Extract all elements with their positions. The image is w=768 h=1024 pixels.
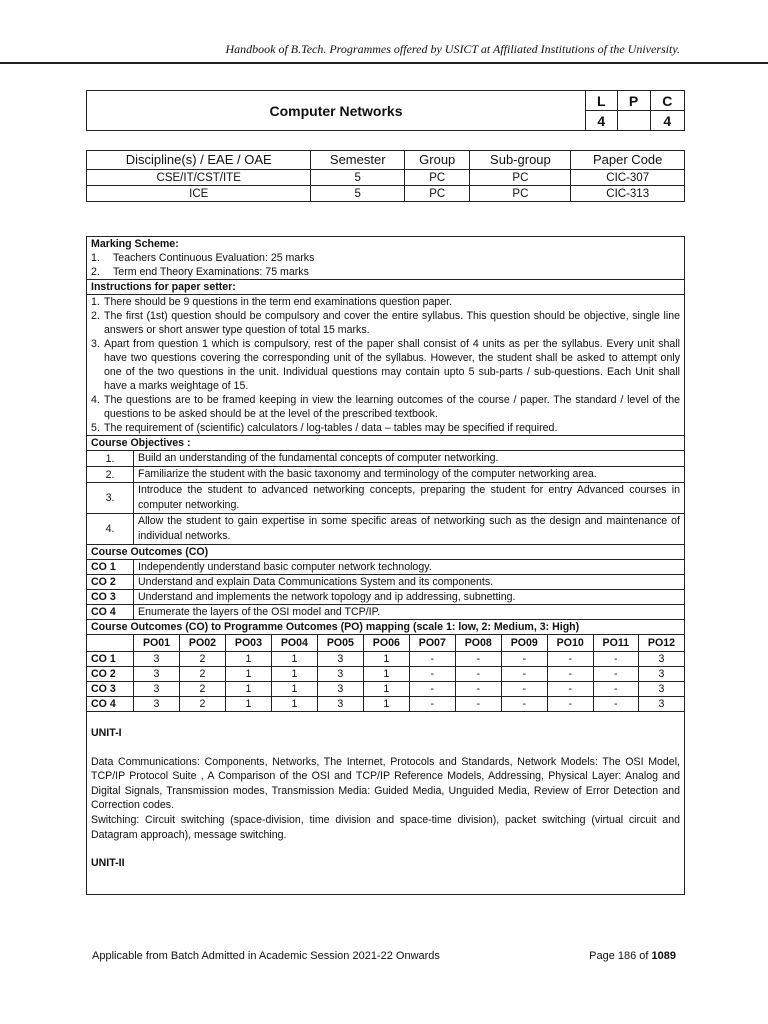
offering-row	[87, 170, 685, 186]
outcome-text: Understand and implements the network topology and ip addressing, subnetting.	[134, 590, 685, 605]
item-text: The first (1st) question should be compulsory and cover the entire syllabus. This question should be objective, single line answers or short answer type question of total 15 marks.	[104, 310, 680, 336]
mapping-heading	[87, 620, 685, 635]
mapping-cell: -	[593, 682, 638, 697]
mapping-cell: CO 4	[87, 697, 134, 712]
offering-cell: CIC-313	[571, 186, 685, 202]
outcome-row	[87, 560, 685, 575]
mapping-cell: 3	[317, 682, 363, 697]
marking-scheme	[87, 237, 685, 280]
po-header: PO07	[409, 635, 455, 652]
po-header: PO01	[134, 635, 180, 652]
outcome-code: CO 2	[87, 575, 134, 590]
outcome-row	[87, 590, 685, 605]
po-header: PO11	[593, 635, 638, 652]
instructions-list	[87, 295, 685, 436]
objective-text: Introduce the student to advanced networking concepts, preparing the student for entry Advanced courses in computer networking.	[134, 483, 685, 514]
mapping-cell: 1	[271, 697, 317, 712]
offering-cell: CSE/IT/CST/ITE	[87, 170, 311, 186]
mapping-cell: -	[455, 667, 501, 682]
objective-text: Familiarize the student with the basic taxonomy and terminology of the computer networking area.	[134, 467, 685, 483]
practical-value	[617, 111, 650, 131]
instructions-title: Instructions for paper setter:	[91, 281, 236, 293]
mapping-cell: 3	[317, 652, 363, 667]
mapping-cell: 1	[271, 652, 317, 667]
outcome-code: CO 4	[87, 605, 134, 620]
item-text: The questions are to be framed keeping in view the learning outcomes of the course / paper. The standard / level of the questions to be asked should be at the level of the prescribed textbook.	[104, 394, 680, 420]
offering-cell: CIC-307	[571, 170, 685, 186]
po-header: PO02	[179, 635, 225, 652]
course-title: Computer Networks	[87, 91, 586, 131]
outcome-text: Enumerate the layers of the OSI model and TCP/IP.	[134, 605, 685, 620]
page-prefix: Page 186 of	[589, 950, 652, 962]
mapping-cell: 2	[179, 697, 225, 712]
offering-header: Group	[405, 151, 470, 170]
mapping-cell: CO 1	[87, 652, 134, 667]
item-text: There should be 9 questions in the term end examinations question paper.	[104, 296, 453, 308]
mapping-cell: -	[547, 667, 593, 682]
unit-2-title: UNIT-II	[91, 857, 125, 870]
item-number: 4.	[91, 394, 100, 406]
mapping-cell: -	[501, 682, 547, 697]
offering-header: Semester	[311, 151, 405, 170]
mapping-row	[87, 697, 685, 712]
offering-cell: PC	[470, 186, 571, 202]
objectives-heading	[87, 436, 685, 451]
mapping-cell: -	[455, 682, 501, 697]
list-item	[91, 337, 680, 393]
mapping-cell: -	[501, 667, 547, 682]
mapping-cell: -	[455, 652, 501, 667]
header-rule	[0, 62, 768, 64]
page-number	[589, 950, 676, 962]
offering-cell: 5	[311, 186, 405, 202]
objective-number: 4.	[87, 514, 134, 545]
offering-cell: PC	[470, 170, 571, 186]
course-title-table	[86, 90, 685, 131]
footer	[92, 950, 676, 962]
syllabus-table	[86, 236, 685, 895]
mapping-cell: 3	[317, 667, 363, 682]
po-header: PO06	[363, 635, 409, 652]
units-section	[87, 712, 685, 895]
instructions-heading	[87, 280, 685, 295]
credits-header: C	[650, 91, 684, 111]
po-header: PO09	[501, 635, 547, 652]
outcome-text: Understand and explain Data Communications System and its components.	[134, 575, 685, 590]
item-number: 3.	[91, 338, 100, 350]
po-header	[87, 635, 134, 652]
mapping-cell: -	[409, 652, 455, 667]
mapping-cell: 2	[179, 682, 225, 697]
offering-cell: ICE	[87, 186, 311, 202]
mapping-cell: 1	[225, 697, 271, 712]
mapping-cell: -	[593, 652, 638, 667]
objective-row	[87, 514, 685, 545]
mapping-cell: 3	[638, 697, 684, 712]
objectives-title: Course Objectives :	[91, 437, 191, 449]
list-item	[91, 421, 680, 435]
offering-cell: PC	[405, 186, 470, 202]
objective-row	[87, 467, 685, 483]
mapping-cell: 3	[317, 697, 363, 712]
item-number: 5.	[91, 422, 100, 434]
item-number: 1.	[91, 296, 100, 308]
list-item	[91, 309, 680, 337]
mapping-cell: 1	[363, 667, 409, 682]
offering-row	[87, 186, 685, 202]
objective-number: 3.	[87, 483, 134, 514]
po-header: PO10	[547, 635, 593, 652]
po-header: PO04	[271, 635, 317, 652]
offering-header: Sub-group	[470, 151, 571, 170]
unit-1-switching: Switching: Circuit switching (space-division, time division and space-time division), packet switching (virtual circuit and Datagram approach), message switching.	[91, 813, 680, 841]
po-header: PO05	[317, 635, 363, 652]
mapping-row	[87, 652, 685, 667]
mapping-cell: 1	[225, 652, 271, 667]
mapping-cell: -	[593, 667, 638, 682]
running-header: Handbook of B.Tech. Programmes offered by USICT at Affiliated Institutions of the University.	[225, 42, 680, 56]
item-number: 2.	[91, 266, 100, 278]
outcome-text: Independently understand basic computer network technology.	[134, 560, 685, 575]
offering-table	[86, 150, 685, 202]
mapping-title: Course Outcomes (CO) to Programme Outcomes (PO) mapping (scale 1: low, 2: Medium, 3: High)	[91, 621, 580, 633]
list-item	[91, 295, 680, 309]
item-text: The requirement of (scientific) calculators / log-tables / data – tables may be specified if required.	[104, 422, 558, 434]
page-total: 1089	[651, 950, 676, 962]
outcome-code: CO 3	[87, 590, 134, 605]
mapping-cell: 1	[271, 667, 317, 682]
mapping-cell: 3	[638, 682, 684, 697]
mapping-cell: -	[409, 697, 455, 712]
marking-title: Marking Scheme:	[91, 238, 179, 250]
outcomes-heading	[87, 545, 685, 560]
offering-cell: 5	[311, 170, 405, 186]
mapping-cell: 3	[134, 667, 180, 682]
mapping-cell: -	[409, 667, 455, 682]
mapping-cell: -	[593, 697, 638, 712]
footer-applicability: Applicable from Batch Admitted in Academic Session 2021-22 Onwards	[92, 950, 440, 962]
mapping-cell: 3	[134, 682, 180, 697]
mapping-cell: 3	[638, 652, 684, 667]
po-header: PO03	[225, 635, 271, 652]
outcome-row	[87, 605, 685, 620]
mapping-cell: 1	[363, 682, 409, 697]
mapping-cell: -	[547, 697, 593, 712]
objective-row	[87, 483, 685, 514]
mapping-cell: CO 2	[87, 667, 134, 682]
mapping-row	[87, 667, 685, 682]
offering-header: Paper Code	[571, 151, 685, 170]
objective-number: 1.	[87, 451, 134, 467]
objective-number: 2.	[87, 467, 134, 483]
outcomes-title: Course Outcomes (CO)	[91, 546, 209, 558]
list-item	[91, 265, 680, 279]
item-text: Term end Theory Examinations: 75 marks	[113, 266, 309, 278]
mapping-cell: 1	[363, 697, 409, 712]
objective-row	[87, 451, 685, 467]
item-text: Teachers Continuous Evaluation: 25 marks	[113, 252, 315, 264]
credits-value: 4	[650, 111, 684, 131]
mapping-cell: -	[455, 697, 501, 712]
offering-cell: PC	[405, 170, 470, 186]
lecture-header: L	[586, 91, 618, 111]
mapping-cell: 1	[363, 652, 409, 667]
outcome-code: CO 1	[87, 560, 134, 575]
mapping-cell: 1	[225, 667, 271, 682]
practical-header: P	[617, 91, 650, 111]
mapping-cell: -	[501, 697, 547, 712]
offering-header: Discipline(s) / EAE / OAE	[87, 151, 311, 170]
item-text: Apart from question 1 which is compulsory, rest of the paper shall consist of 4 units as per the syllabus. Every unit shall have two questions covering the corresponding unit of the syllabus. However, the student shall be asked to attempt only one of the two questions in the unit. Individual questions may contain upto 5 sub-parts / sub-questions. Each Unit shall have a marks weightage of 15.	[104, 338, 680, 392]
mapping-cell: CO 3	[87, 682, 134, 697]
po-header: PO12	[638, 635, 684, 652]
mapping-cell: 3	[134, 652, 180, 667]
mapping-cell: 2	[179, 652, 225, 667]
mapping-cell: 1	[225, 682, 271, 697]
mapping-cell: 3	[134, 697, 180, 712]
mapping-cell: 2	[179, 667, 225, 682]
objective-text: Build an understanding of the fundamental concepts of computer networking.	[134, 451, 685, 467]
item-number: 2.	[91, 310, 100, 322]
mapping-cell: -	[409, 682, 455, 697]
mapping-cell: 1	[271, 682, 317, 697]
list-item	[91, 251, 680, 265]
outcome-row	[87, 575, 685, 590]
objective-text: Allow the student to gain expertise in some specific areas of networking such as the design and maintenance of individual networks.	[134, 514, 685, 545]
lecture-value: 4	[586, 111, 618, 131]
list-item	[91, 393, 680, 421]
item-number: 1.	[91, 252, 100, 264]
unit-1-title: UNIT-I	[91, 727, 122, 739]
mapping-cell: -	[547, 682, 593, 697]
mapping-cell: 3	[638, 667, 684, 682]
mapping-row	[87, 682, 685, 697]
mapping-cell: -	[501, 652, 547, 667]
unit-1-text: Data Communications: Components, Networks, The Internet, Protocols and Standards, Network Models: The OSI Model, TCP/IP Protocol Suite , A Comparison of the OSI and TCP/IP Reference Models, Addressing, Physical Layer: Analog and Digital Signals, Transmission modes, Transmission Media: Guided Media, Unguided Media, Review of Error Detection and Correction codes.	[91, 755, 680, 812]
mapping-cell: -	[547, 652, 593, 667]
po-header: PO08	[455, 635, 501, 652]
